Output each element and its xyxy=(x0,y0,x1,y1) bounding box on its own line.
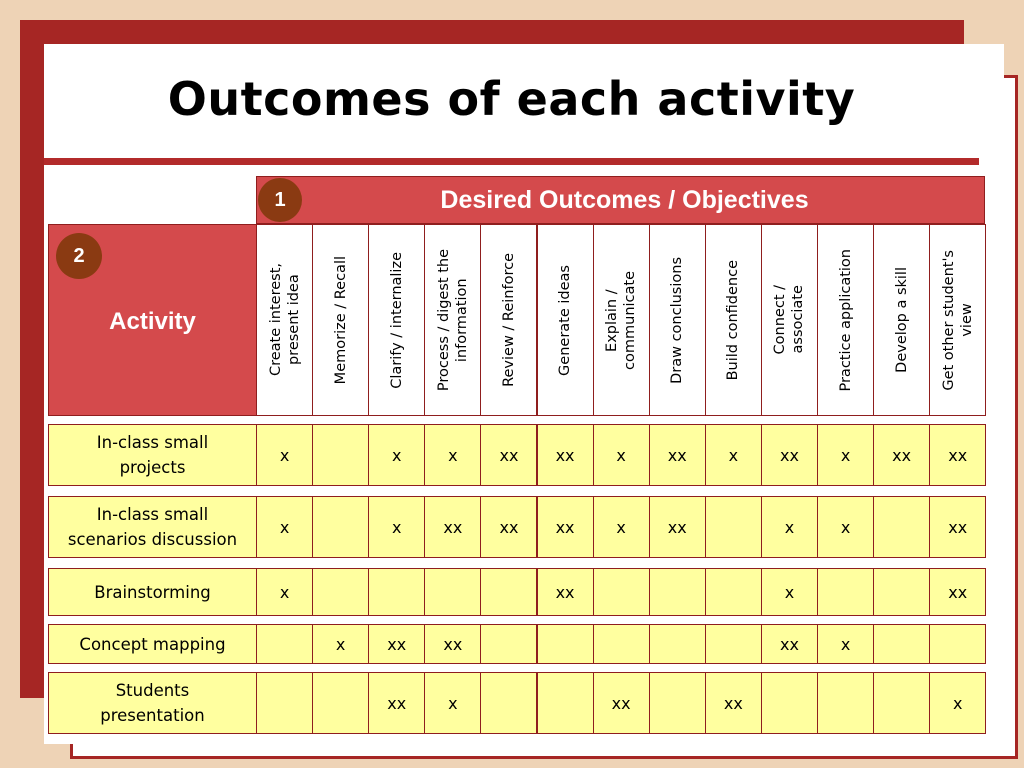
objectives-header-label: Desired Outcomes / Objectives xyxy=(440,185,809,214)
column-header-label: Clarify / internalize xyxy=(388,251,405,389)
column-header-label: Process / digest the information xyxy=(435,248,470,392)
table-cell-value: xx xyxy=(948,582,968,602)
table-cell-value: xx xyxy=(611,693,631,713)
slide-title: Outcomes of each activity xyxy=(167,72,856,126)
objectives-header xyxy=(256,176,985,224)
table-cell xyxy=(312,496,369,558)
table-cell xyxy=(480,624,537,664)
column-header-label: Build confidence xyxy=(725,259,742,381)
table-cell xyxy=(817,424,874,486)
table-cell-value: x xyxy=(840,445,851,465)
activity-row-text: Concept mapping xyxy=(79,634,226,654)
table-cell-value: x xyxy=(448,445,458,465)
table-cell xyxy=(312,424,369,486)
table-cell xyxy=(312,568,369,616)
table-cell xyxy=(256,424,313,486)
table-cell xyxy=(761,672,818,734)
column-header-label: Create interest, present idea xyxy=(267,263,302,377)
table-cell xyxy=(705,424,762,486)
table-cell xyxy=(593,568,650,616)
table-cell-value: xx xyxy=(948,517,968,537)
table-cell xyxy=(312,672,369,734)
table-cell xyxy=(761,624,818,664)
column-header-label: Memorize / Recall xyxy=(332,255,349,385)
table-cell xyxy=(873,672,930,734)
table-cell xyxy=(537,624,594,664)
table-cell xyxy=(256,496,313,558)
column-header-label: Generate ideas xyxy=(557,264,574,376)
table-cell xyxy=(593,624,650,664)
table-cell-value: x xyxy=(279,582,290,602)
table-cell-value: xx xyxy=(555,582,575,602)
column-header xyxy=(705,224,762,416)
table-cell-value: x xyxy=(616,445,626,465)
table-cell-value: x xyxy=(840,517,851,537)
table-cell xyxy=(537,424,594,486)
table-cell-value: xx xyxy=(387,693,407,713)
title-divider xyxy=(44,158,979,165)
column-header xyxy=(480,224,537,416)
table-cell xyxy=(480,424,537,486)
column-header-label: Practice application xyxy=(837,248,854,392)
table-cell-value: xx xyxy=(387,634,407,654)
table-cell-value: xx xyxy=(779,445,799,465)
activity-row-label xyxy=(48,424,257,486)
table-cell-value: xx xyxy=(667,445,687,465)
column-header xyxy=(256,224,313,416)
table-cell xyxy=(537,568,594,616)
table-cell-value: x xyxy=(784,582,795,602)
table-cell xyxy=(256,672,313,734)
column-header-label: Get other student's view xyxy=(940,249,975,391)
table-cell xyxy=(817,672,874,734)
table-cell-value: xx xyxy=(948,445,968,465)
table-cell xyxy=(312,624,369,664)
table-cell-value: xx xyxy=(443,517,463,537)
table-cell xyxy=(424,496,481,558)
column-header xyxy=(424,224,481,416)
table-cell-value: xx xyxy=(892,445,912,465)
table-cell-value: x xyxy=(335,634,346,654)
column-header xyxy=(537,224,594,416)
table-cell-value: x xyxy=(840,634,851,654)
table-cell xyxy=(649,672,706,734)
table-cell-value: xx xyxy=(499,445,519,465)
table-cell xyxy=(649,496,706,558)
table-cell-value: x xyxy=(953,693,963,713)
table-cell xyxy=(817,496,874,558)
table-cell-value: xx xyxy=(555,517,575,537)
column-header xyxy=(761,224,818,416)
table-cell xyxy=(480,568,537,616)
table-cell xyxy=(761,568,818,616)
objectives-badge: 1 xyxy=(258,178,302,222)
activity-row-label xyxy=(48,672,257,734)
table-cell xyxy=(480,672,537,734)
table-cell-value: xx xyxy=(555,445,575,465)
table-cell-value: xx xyxy=(723,693,743,713)
table-cell-value: x xyxy=(392,445,402,465)
table-cell-value: x xyxy=(392,517,402,537)
table-cell-value: x xyxy=(784,517,795,537)
table-cell xyxy=(705,568,762,616)
table-cell xyxy=(817,568,874,616)
table-cell-value: x xyxy=(728,445,739,465)
table-cell xyxy=(761,496,818,558)
table-cell xyxy=(480,496,537,558)
activity-row-label xyxy=(48,496,257,558)
table-cell xyxy=(873,568,930,616)
table-cell xyxy=(873,424,930,486)
column-header xyxy=(368,224,425,416)
column-header-label: Review / Reinforce xyxy=(500,253,517,387)
activity-badge: 2 xyxy=(56,233,102,279)
activity-row-text: In-class small scenarios discussion xyxy=(67,505,238,549)
table-cell xyxy=(537,672,594,734)
table-cell xyxy=(368,424,425,486)
activity-row-text: Brainstorming xyxy=(94,582,211,602)
column-header-label: Explain / communicate xyxy=(604,270,639,370)
table-cell-value: x xyxy=(279,445,290,465)
table-cell xyxy=(256,624,313,664)
table-cell xyxy=(368,672,425,734)
activity-row-text: In-class small projects xyxy=(96,433,209,477)
table-cell xyxy=(368,496,425,558)
table-cell-value: x xyxy=(279,517,290,537)
column-header xyxy=(312,224,369,416)
table-cell xyxy=(761,424,818,486)
table-cell xyxy=(593,424,650,486)
table-cell xyxy=(705,496,762,558)
column-header xyxy=(817,224,874,416)
table-cell xyxy=(929,672,986,734)
table-cell xyxy=(873,496,930,558)
table-cell-value: xx xyxy=(667,517,687,537)
activity-header-label: Activity xyxy=(109,308,196,335)
table-cell xyxy=(424,624,481,664)
activity-row-text: Students presentation xyxy=(100,681,205,725)
table-cell xyxy=(649,568,706,616)
table-cell-value: xx xyxy=(443,634,463,654)
column-header xyxy=(649,224,706,416)
activity-row-label xyxy=(48,568,257,616)
column-header xyxy=(593,224,650,416)
table-cell xyxy=(424,672,481,734)
table-cell xyxy=(929,496,986,558)
table-cell-value: x xyxy=(448,693,458,713)
table-cell xyxy=(368,568,425,616)
table-cell xyxy=(256,568,313,616)
table-cell xyxy=(705,672,762,734)
table-cell xyxy=(929,424,986,486)
table-cell xyxy=(424,424,481,486)
table-cell-value: xx xyxy=(499,517,519,537)
table-cell xyxy=(593,672,650,734)
column-header xyxy=(929,224,986,416)
column-header-label: Develop a skill xyxy=(893,267,910,373)
column-header xyxy=(873,224,930,416)
column-header-label: Draw conclusions xyxy=(669,256,686,384)
table-cell xyxy=(649,424,706,486)
table-cell xyxy=(593,496,650,558)
table-cell xyxy=(929,568,986,616)
table-cell xyxy=(424,568,481,616)
table-cell xyxy=(368,624,425,664)
table-cell xyxy=(705,624,762,664)
table-cell xyxy=(537,496,594,558)
activity-row-label xyxy=(48,624,257,664)
column-header-label: Connect / associate xyxy=(772,285,807,355)
table-cell-value: xx xyxy=(779,634,799,654)
table-cell xyxy=(817,624,874,664)
table-cell-value: x xyxy=(616,517,626,537)
table-cell xyxy=(873,624,930,664)
table-cell xyxy=(649,624,706,664)
table-cell xyxy=(929,624,986,664)
